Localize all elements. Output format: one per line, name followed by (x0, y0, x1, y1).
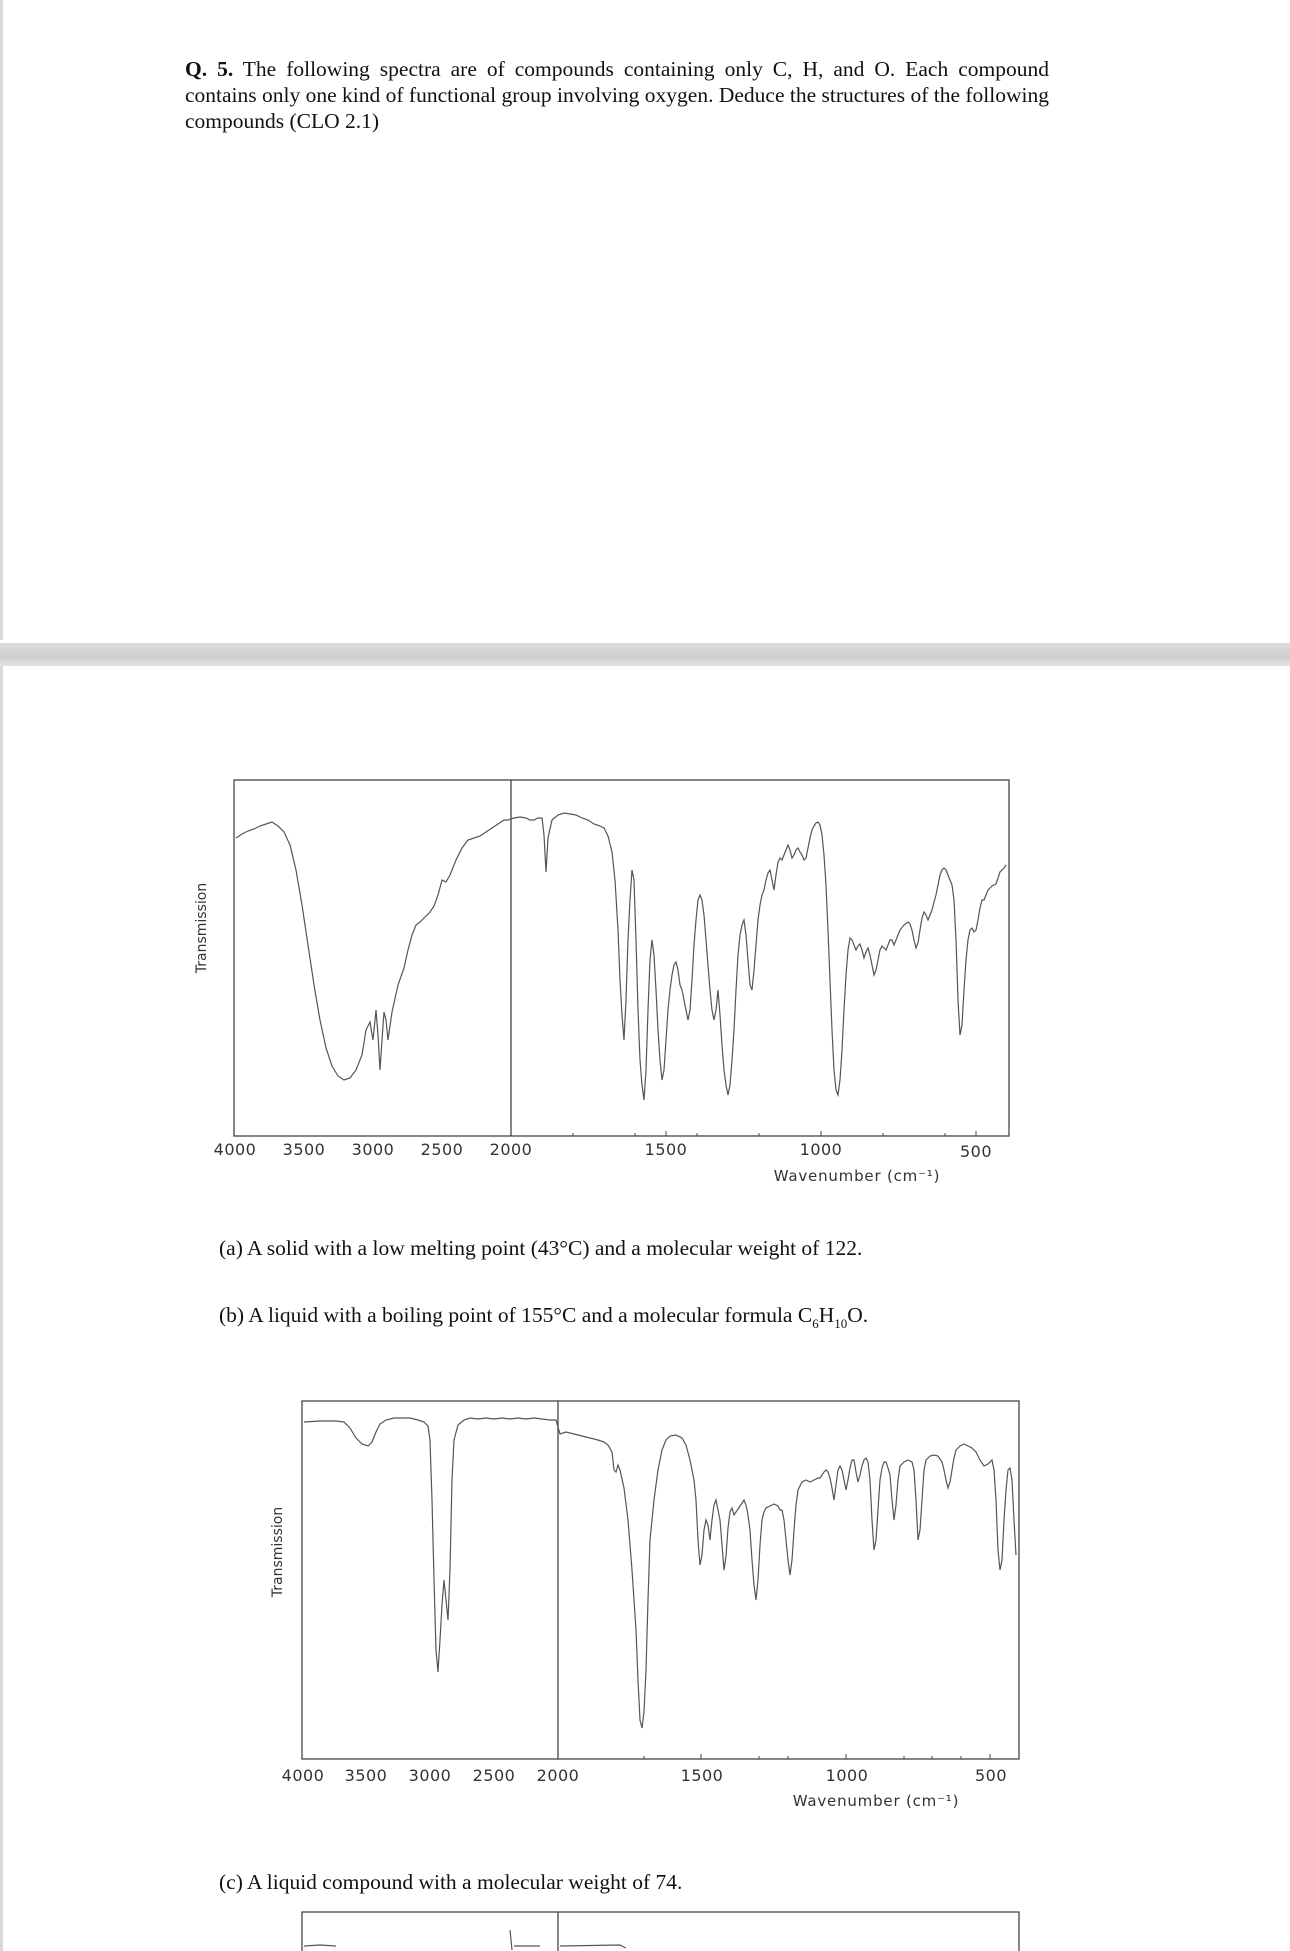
spectrum-2-tick-1500: 1500 (680, 1766, 724, 1785)
spectrum-3-frame (302, 1912, 1019, 1951)
spectrum-1-xlabel: Wavenumber (cm⁻¹) (773, 1167, 941, 1185)
caption-a: (a) A solid with a low melting point (43°C) and a molecular weight of 122. (219, 1236, 863, 1260)
spectrum-1-tick-3000: 3000 (351, 1140, 395, 1159)
spectrum-2-tick-500: 500 (974, 1766, 1008, 1785)
spectrum-2-xlabel: Wavenumber (cm⁻¹) (792, 1792, 960, 1810)
spectrum-2-ticks (558, 1754, 990, 1759)
spectrum-2-tick-2000: 2000 (536, 1766, 580, 1785)
spectrum-2-tick-2500: 2500 (472, 1766, 516, 1785)
spectrum-3-trace (304, 1930, 626, 1950)
ir-spectrum-1 (194, 780, 1009, 1185)
question-number: Q. 5. (185, 57, 234, 81)
spectrum-2-tick-1000: 1000 (825, 1766, 869, 1785)
spectrum-1-tick-2500: 2500 (420, 1140, 464, 1159)
spectrum-1-tick-1000: 1000 (799, 1140, 843, 1159)
spectrum-1-tick-500: 500 (959, 1142, 993, 1161)
spectrum-1-tick-1500: 1500 (644, 1140, 688, 1159)
spectrum-1-ylabel: Transmission (194, 882, 210, 974)
spectrum-2-trace (304, 1418, 1016, 1728)
question-body: The following spectra are of compounds containing only C, H, and O. Each compound contains only one kind of functional group involving oxygen. Deduce the structures of the following compounds (CLO 2.1) (185, 57, 1049, 133)
spectrum-1-tick-4000: 4000 (213, 1140, 257, 1159)
spectrum-1-trace (236, 813, 1006, 1100)
spectrum-1-tick-2000: 2000 (489, 1140, 533, 1159)
caption-b: (b) A liquid with a boiling point of 155°C and a molecular formula $C_6H_{10}O$. (219, 1303, 869, 1331)
spectrum-2-tick-4000: 4000 (281, 1766, 325, 1785)
spectrum-1-ticks (511, 1131, 976, 1136)
spectrum-1-tick-3500: 3500 (282, 1140, 326, 1159)
ir-spectrum-2 (270, 1401, 1019, 1810)
spectrum-2-tick-3500: 3500 (344, 1766, 388, 1785)
ir-spectrum-3-partial (302, 1912, 1019, 1951)
spectrum-2-tick-3000: 3000 (408, 1766, 452, 1785)
caption-c: (c) A liquid compound with a molecular weight of 74. (219, 1870, 683, 1894)
spectrum-1-frame (234, 780, 1009, 1136)
spectrum-2-ylabel: Transmission (270, 1506, 286, 1598)
